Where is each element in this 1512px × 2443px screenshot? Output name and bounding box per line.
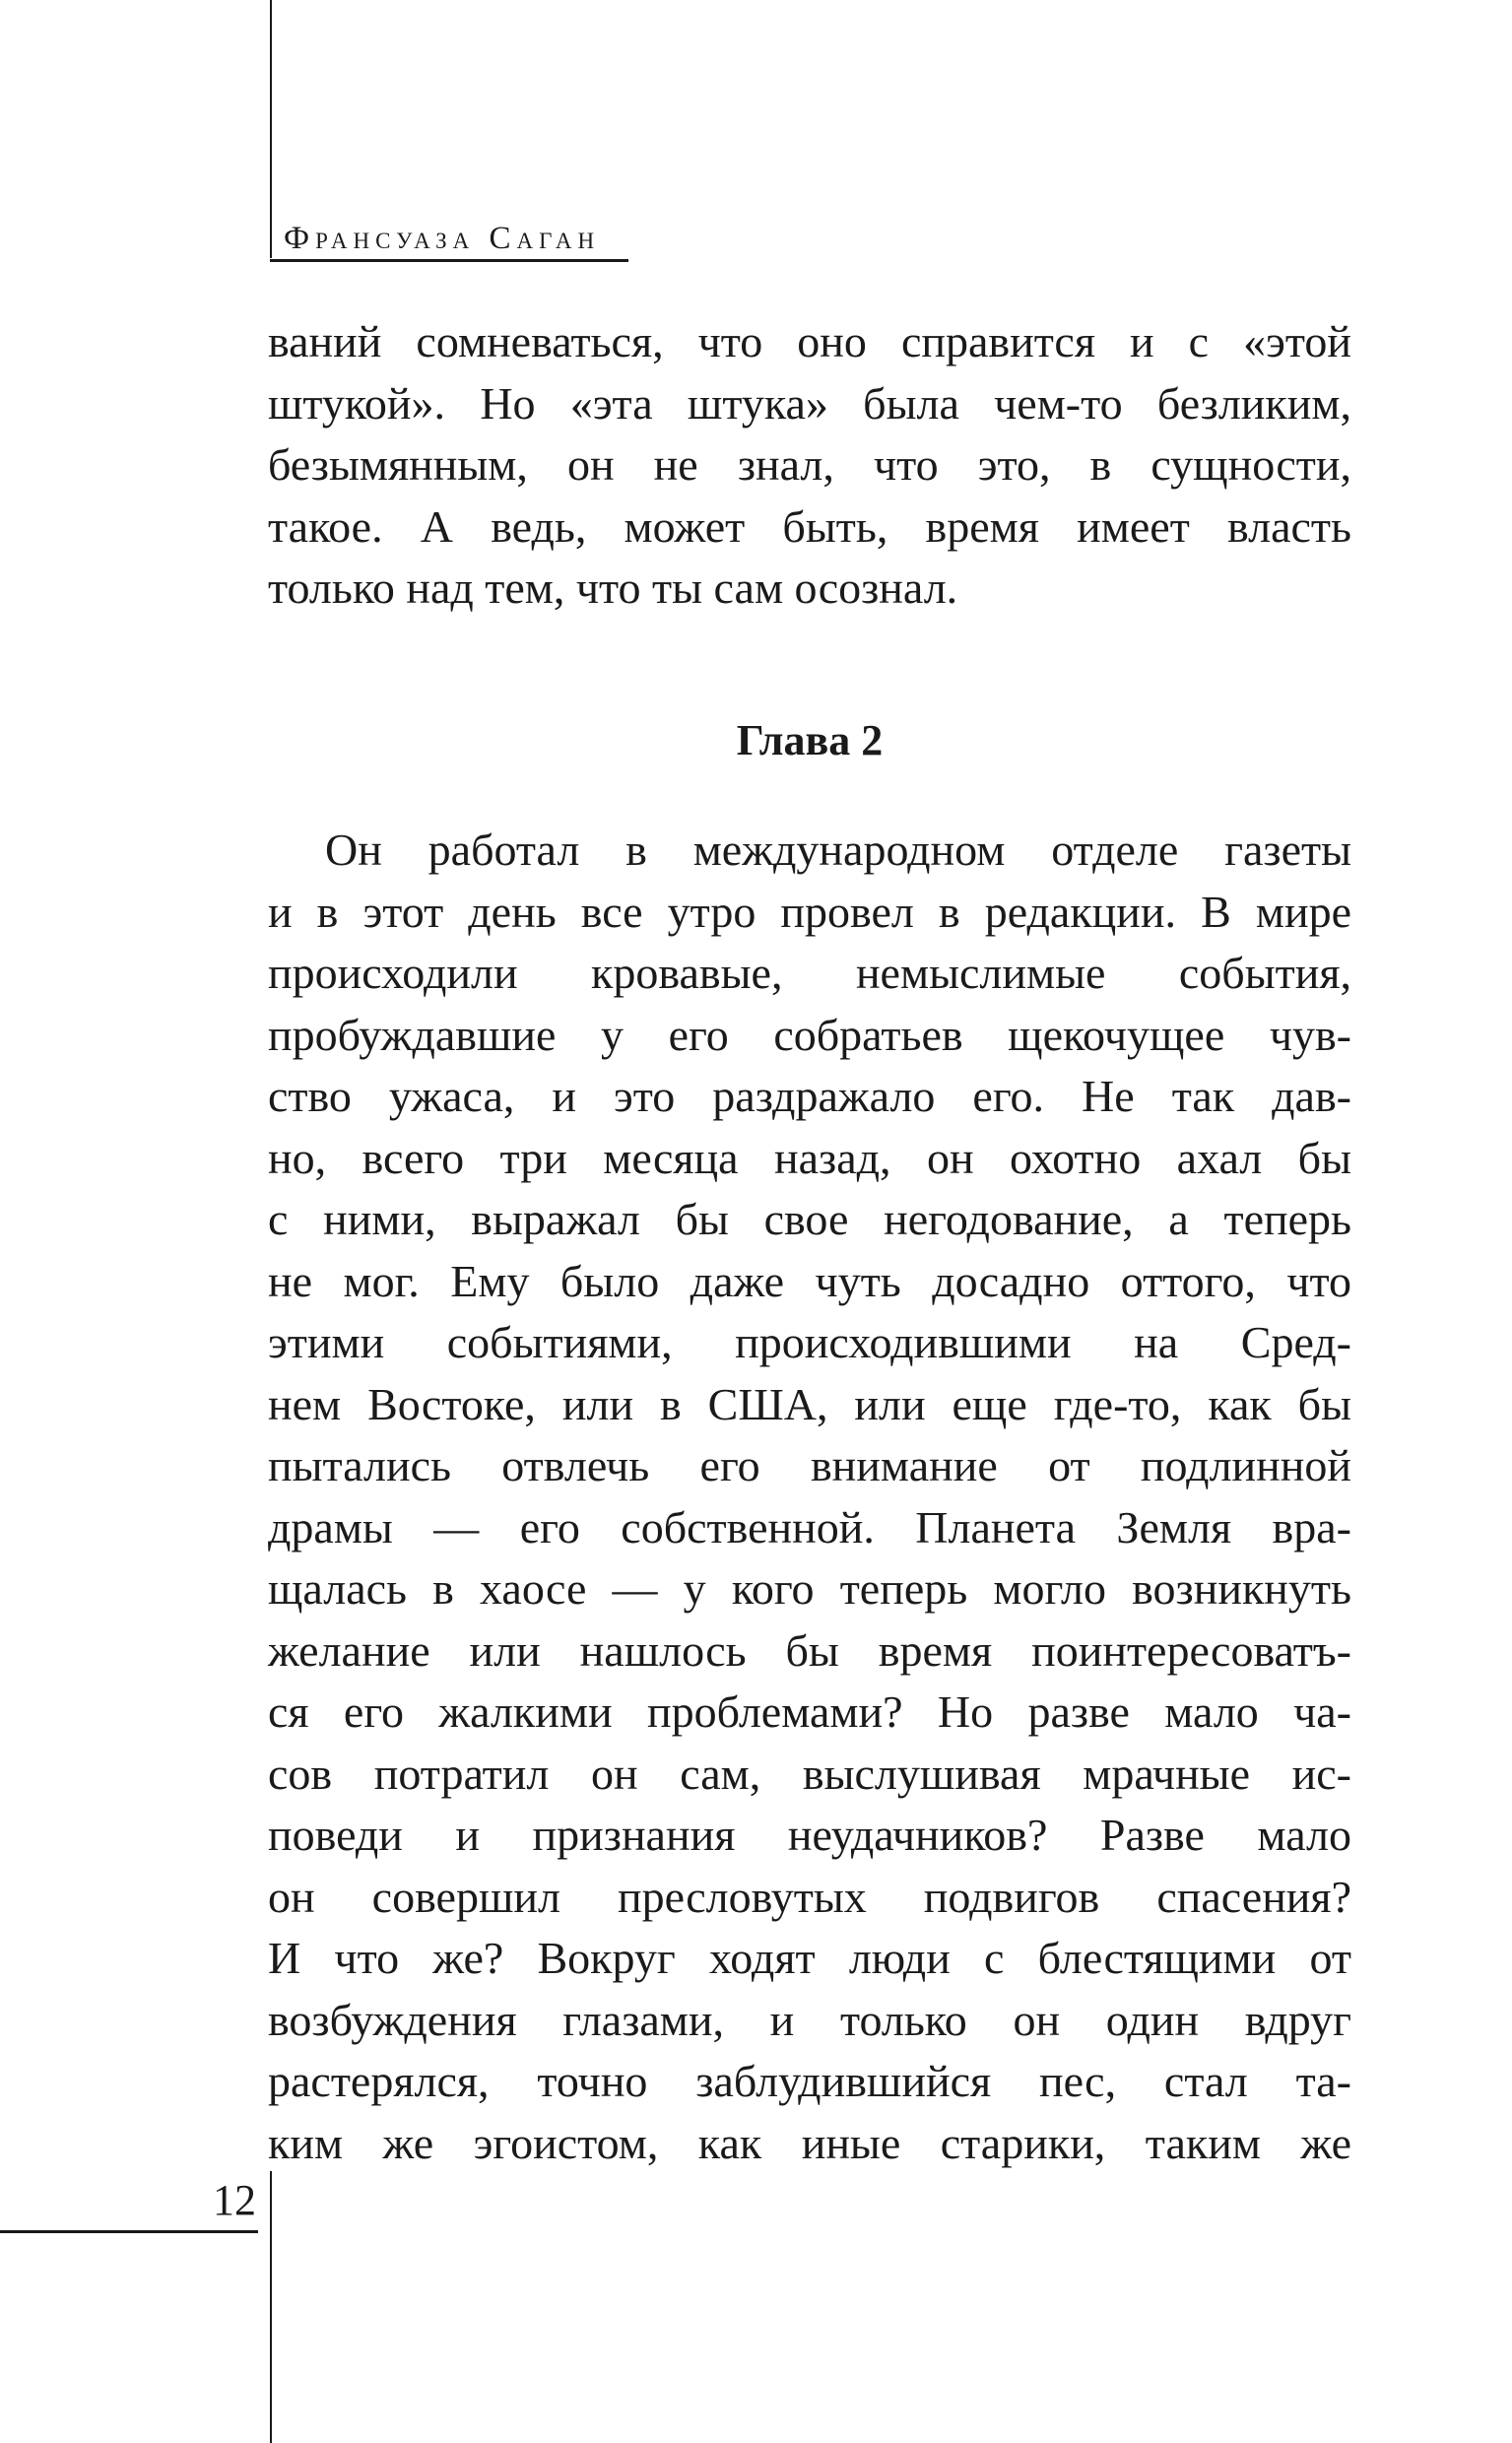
text-line: ство ужаса, и это раздражало его. Не так дав- — [268, 1071, 1351, 1121]
text-line: ся его жалкими проблемами? Но разве мало ча- — [268, 1686, 1351, 1737]
text-line: драмы — его собственной. Планета Земля вра- — [268, 1501, 1351, 1552]
text-line: и в этот день все утро провел в редакции. В мире — [268, 886, 1351, 937]
top-vertical-rule — [270, 0, 272, 258]
page-number: 12 — [213, 2176, 256, 2224]
text-line: поведи и признания неудачников? Разве мало — [268, 1810, 1351, 1860]
text-line: безымянным, он не знал, что это, в сущности, — [268, 439, 1351, 490]
text-line: нем Востоке, или в США, или еще где-то, как бы — [268, 1378, 1351, 1429]
bottom-vertical-rule — [270, 2171, 272, 2443]
text-line: не мог. Ему было даже чуть досадно оттого, что — [268, 1255, 1351, 1306]
text-line: пытались отвлечь его внимание от подлинной — [268, 1440, 1351, 1490]
text-line: но, всего три месяца назад, он охотно ахал бы — [268, 1132, 1351, 1183]
text-line: щалась в хаосе — у кого теперь могло возникнуть — [268, 1563, 1351, 1614]
text-line: происходили кровавые, немыслимые события, — [268, 948, 1351, 998]
bottom-horizontal-rule — [0, 2230, 258, 2233]
text-line: ким же эгоистом, как иные старики, таким же — [268, 2117, 1351, 2168]
text-line: штукой». Но «эта штука» была чем-то безликим, — [268, 377, 1351, 429]
text-line: такое. А ведь, может быть, время имеет власть — [268, 500, 1351, 552]
text-line: пробуждавшие у его собратьев щекочущее чув- — [268, 1009, 1351, 1060]
chapter-paragraph — [268, 820, 1351, 2174]
text-line: желание или нашлось бы время поинтересоватъ- — [268, 1624, 1351, 1676]
text-line: этими событиями, происходившими на Сред- — [268, 1317, 1351, 1367]
chapter-heading: Глава 2 — [736, 716, 884, 764]
text-line: с ними, выражал бы свое негодование, а теперь — [268, 1194, 1351, 1244]
text-line: И что же? Вокруг ходят люди с блестящими от — [268, 1933, 1351, 1983]
text-line: он совершил пресловутых подвигов спасения? — [268, 1871, 1351, 1922]
top-horizontal-rule — [270, 259, 628, 262]
paragraph-continued — [268, 311, 1351, 620]
text-line: сов потратил он сам, выслушивая мрачные ис- — [268, 1748, 1351, 1799]
text-line: ваний сомневаться, что оно справится и с «этой — [268, 316, 1351, 366]
text-line: Он работал в международном отделе газеты — [325, 825, 1351, 875]
text-line: возбуждения глазами, и только он один вдруг — [268, 1994, 1351, 2045]
text-line: только над тем, что ты сам осознал. — [268, 562, 958, 613]
text-line: растерялся, точно заблудившийся пес, стал та- — [268, 2056, 1351, 2106]
running-head-author: Франсуаза Саган — [284, 221, 601, 256]
